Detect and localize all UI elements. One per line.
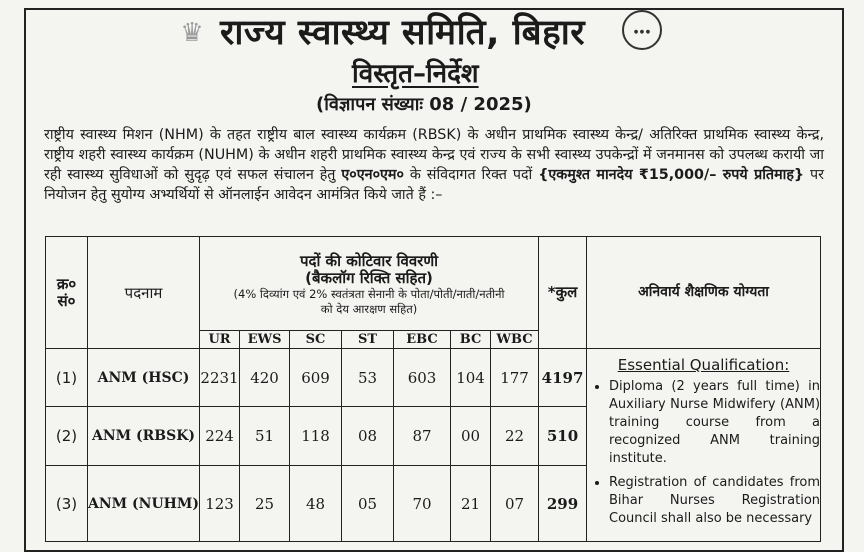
breakup-title: पदों की कोटिवार विवरणी bbox=[299, 251, 439, 270]
qualification-list bbox=[587, 378, 820, 528]
row-value-ebc: 70 bbox=[394, 466, 451, 542]
cat-header-ebc: EBC bbox=[394, 331, 451, 349]
intro-bold-anm: ए०एन०एम० bbox=[341, 167, 404, 183]
row-total: 510 bbox=[539, 407, 587, 466]
row-value-ur: 123 bbox=[200, 466, 240, 542]
row-value-bc: 104 bbox=[451, 349, 491, 407]
row-value-ebc: 87 bbox=[394, 407, 451, 466]
vacancy-table bbox=[45, 236, 821, 542]
national-health-mission-logo-icon: ● ● ● bbox=[622, 10, 662, 50]
intro-text-3: पर नियोजन हेतु सुयोग्य अभ्यर्थियों से ऑनलाईन आवेदन आमंत्रित किये जाते हैं :– bbox=[44, 167, 825, 203]
ashoka-emblem-icon: ♛ bbox=[180, 18, 204, 48]
row-post: ANM (RBSK) bbox=[88, 407, 200, 466]
row-post: ANM (HSC) bbox=[88, 349, 200, 407]
row-value-wbc: 07 bbox=[491, 466, 539, 542]
advertisement-number: (विज्ञापन संख्याः 08 / 2025) bbox=[316, 94, 532, 115]
cat-header-ur: UR bbox=[200, 331, 240, 349]
row-sno: (2) bbox=[46, 407, 88, 466]
row-sno: (3) bbox=[46, 466, 88, 542]
cat-header-wbc: WBC bbox=[491, 331, 539, 349]
cat-header-bc: BC bbox=[451, 331, 491, 349]
row-value-ews: 25 bbox=[240, 466, 290, 542]
cat-header-st: ST bbox=[342, 331, 394, 349]
post-header: पदनाम bbox=[88, 237, 200, 349]
qualification-heading: Essential Qualification: bbox=[617, 356, 790, 374]
row-total: 4197 bbox=[539, 349, 587, 407]
row-total: 299 bbox=[539, 466, 587, 542]
intro-text-2: के संविदागत रिक्त पदों bbox=[403, 167, 539, 183]
breakup-backlog: (बैकलॉग रिक्ति सहित) bbox=[305, 268, 433, 287]
row-value-ews: 420 bbox=[240, 349, 290, 407]
row-value-ur: 2231 bbox=[200, 349, 240, 407]
row-value-ebc: 603 bbox=[394, 349, 451, 407]
row-value-ews: 51 bbox=[240, 407, 290, 466]
row-value-wbc: 177 bbox=[491, 349, 539, 407]
row-value-bc: 21 bbox=[451, 466, 491, 542]
row-value-sc: 609 bbox=[290, 349, 342, 407]
row-value-wbc: 22 bbox=[491, 407, 539, 466]
row-value-ur: 224 bbox=[200, 407, 240, 466]
row-value-st: 05 bbox=[342, 466, 394, 542]
qualification-header: अनिवार्य शैक्षणिक योग्यता bbox=[587, 237, 821, 349]
qualification-point: • Registration of candidates from Bihar Nurses Registration Council shall also be necessary bbox=[609, 474, 820, 528]
row-value-sc: 118 bbox=[290, 407, 342, 466]
qualification-point: • Diploma (2 years full time) in Auxiliary Nurse Midwifery (ANM) training course from a recognized ANM training institute. bbox=[609, 378, 820, 468]
row-value-st: 08 bbox=[342, 407, 394, 466]
total-header: *कुल bbox=[539, 237, 587, 349]
row-value-bc: 00 bbox=[451, 407, 491, 466]
breakup-note: (4% दिव्यांग एवं 2% स्वतंत्रता सेनानी के पोता/पोती/नाती/नतीनी को देय आरक्षण सहित) bbox=[233, 286, 505, 316]
row-sno: (1) bbox=[46, 349, 88, 407]
intro-text-1: राष्ट्रीय स्वास्थ्य मिशन (NHM) के तहत राष्ट्रीय बाल स्वास्थ्य कार्यक्रम (RBSK) के अधीन प्राथमिक स्वास्थ्य केन्द्र/ अतिरिक्त प्राथमिक स्वास्थ्य केन्द्र, राष्ट्रीय शहरी स्वास्थ्य कार्यक्रम (NUHM) के अधीन शहरी प्राथमिक स्वास्थ्य केन्द्र एवं राज्य के सभी स्वास्थ्य उपकेन्द्रों में जनमानस को उपलब्ध करायी जा रही स्वास्थ्य सुविधाओं को सुदृढ़ एवं सफल संचालन हेतु bbox=[44, 127, 824, 183]
row-post: ANM (NUHM) bbox=[88, 466, 200, 542]
intro-paragraph bbox=[44, 125, 824, 205]
sno-header: क्र० सं० bbox=[46, 237, 88, 349]
table-row bbox=[46, 349, 821, 407]
category-breakup-header bbox=[200, 237, 539, 331]
cat-header-ews: EWS bbox=[240, 331, 290, 349]
row-value-st: 53 bbox=[342, 349, 394, 407]
row-value-sc: 48 bbox=[290, 466, 342, 542]
cat-header-sc: SC bbox=[290, 331, 342, 349]
page-subtitle: विस्तृत–निर्देश bbox=[352, 59, 479, 89]
qualification-cell bbox=[587, 349, 821, 542]
intro-bold-honorarium: {एकमुश्त मानदेय ₹15,000/– रुपये प्रतिमाह} bbox=[538, 167, 805, 183]
page-title: राज्य स्वास्थ्य समिति, बिहार bbox=[220, 13, 586, 53]
